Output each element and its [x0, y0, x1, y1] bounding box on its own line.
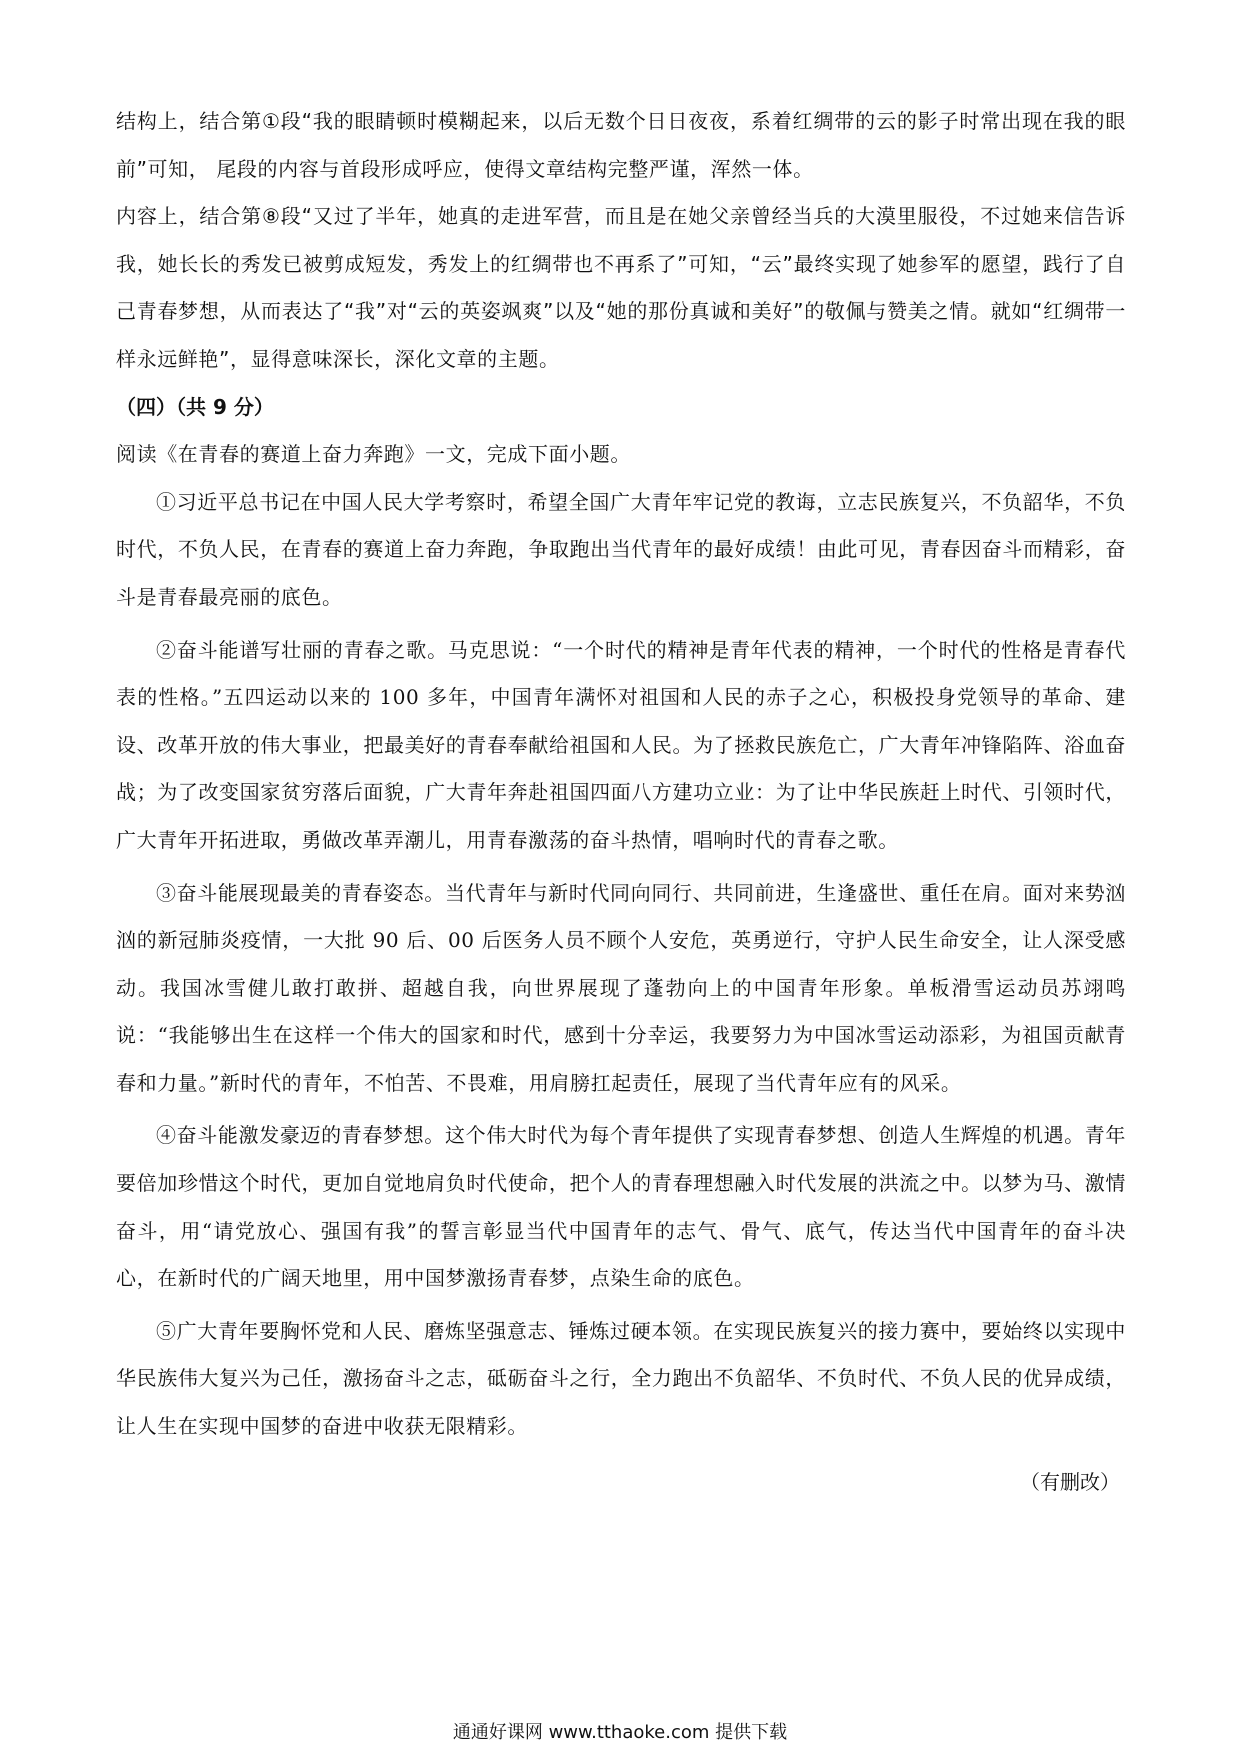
- article-body: [116, 479, 1126, 1451]
- source-note: （有删改）: [1020, 1469, 1120, 1494]
- document-page: [116, 98, 1126, 1506]
- article-paragraph-5: ⑤广大青年要胸怀党和人民、磨炼坚强意志、锤炼过硬本领。在实现民族复兴的接力赛中，要始终以实现中华民族伟大复兴为己任，激扬奋斗之志，砥砺奋斗之行，全力跑出不负韶华、不负时代、不负人民的优异成绩，让人生在实现中国梦的奋进中收获无限精彩。: [116, 1318, 1126, 1439]
- article-paragraph-1: ①习近平总书记在中国人民大学考察时，希望全国广大青年牢记党的教诲，立志民族复兴，不负韶华，不负时代，不负人民，在青春的赛道上奋力奔跑，争取跑出当代青年的最好成绩！由此可见，青春因奋斗而精彩，奋斗是青春最亮丽的底色。: [116, 489, 1126, 609]
- section-heading: （四）（共 9 分）: [116, 394, 274, 419]
- article-paragraph-3: ③奋斗能展现最美的青春姿态。当代青年与新时代同向同行、共同前进，生逢盛世、重任在肩。面对来势汹汹的新冠肺炎疫情，一大批 90 后、00 后医务人员不顾个人安危，英勇逆行，守护人民生命安全，让人深受感动。我国冰雪健儿敢打敢拼、超越自我，向世界展现了蓬勃向上的中国青年形象。单板滑雪运动员苏翊鸣说：“我能够出生在这样一个伟大的国家和时代，感到十分幸运，我要努力为中国冰雪运动添彩，为祖国贡献青春和力量。”新时代的青年，不怕苦、不畏难，用肩膀扛起责任，展现了当代青年应有的风采。: [116, 880, 1126, 1095]
- analysis-paragraph-structure: 结构上，结合第①段“我的眼睛顿时模糊起来，以后无数个日日夜夜，系着红绸带的云的影子时常出现在我的眼前”可知， 尾段的内容与首段形成呼应，使得文章结构完整严谨，浑然一体。: [116, 109, 1126, 181]
- article-paragraph-2: ②奋斗能谱写壮丽的青春之歌。马克思说：“一个时代的精神是青年代表的精神，一个时代的性格是青春代表的性格。”五四运动以来的 100 多年，中国青年满怀对祖国和人民的赤子之心，积极投身党领导的革命、建设、改革开放的伟大事业，把最美好的青春奉献给祖国和人民。为了拯救民族危亡，广大青年冲锋陷阵、浴血奋战；为了改变国家贫穷落后面貌，广大青年奔赴祖国四面八方建功立业：为了让中华民族赶上时代、引领时代，广大青年开拓进取，勇做改革弄潮儿，用青春激荡的奋斗热情，唱响时代的青春之歌。: [116, 637, 1126, 852]
- reading-instruction: 阅读《在青春的赛道上奋力奔跑》一文，完成下面小题。: [116, 442, 631, 467]
- analysis-paragraph-content: 内容上，结合第⑧段“又过了半年，她真的走进军营，而且是在她父亲曾经当兵的大漠里服役，不过她来信告诉我，她长长的秀发已被剪成短发，秀发上的红绸带也不再系了”可知，“云”最终实现了她参军的愿望，践行了自己青春梦想，从而表达了“我”对“云的英姿飒爽”以及“她的那份真诚和美好”的敬佩与赞美之情。就如“红绸带一样永远鲜艳”，显得意味深长，深化文章的主题。: [116, 204, 1126, 371]
- article-paragraph-4: ④奋斗能激发豪迈的青春梦想。这个伟大时代为每个青年提供了实现青春梦想、创造人生辉煌的机遇。青年要倍加珍惜这个时代，更加自觉地肩负时代使命，把个人的青春理想融入时代发展的洪流之中。以梦为马、激情奋斗，用“请党放心、强国有我”的誓言彰显当代中国青年的志气、骨气、底气，传达当代中国青年的奋斗决心，在新时代的广阔天地里，用中国梦激扬青春梦，点染生命的底色。: [116, 1123, 1126, 1291]
- page-footer: 通通好课网 www.tthaoke.com 提供下载: [452, 1722, 788, 1743]
